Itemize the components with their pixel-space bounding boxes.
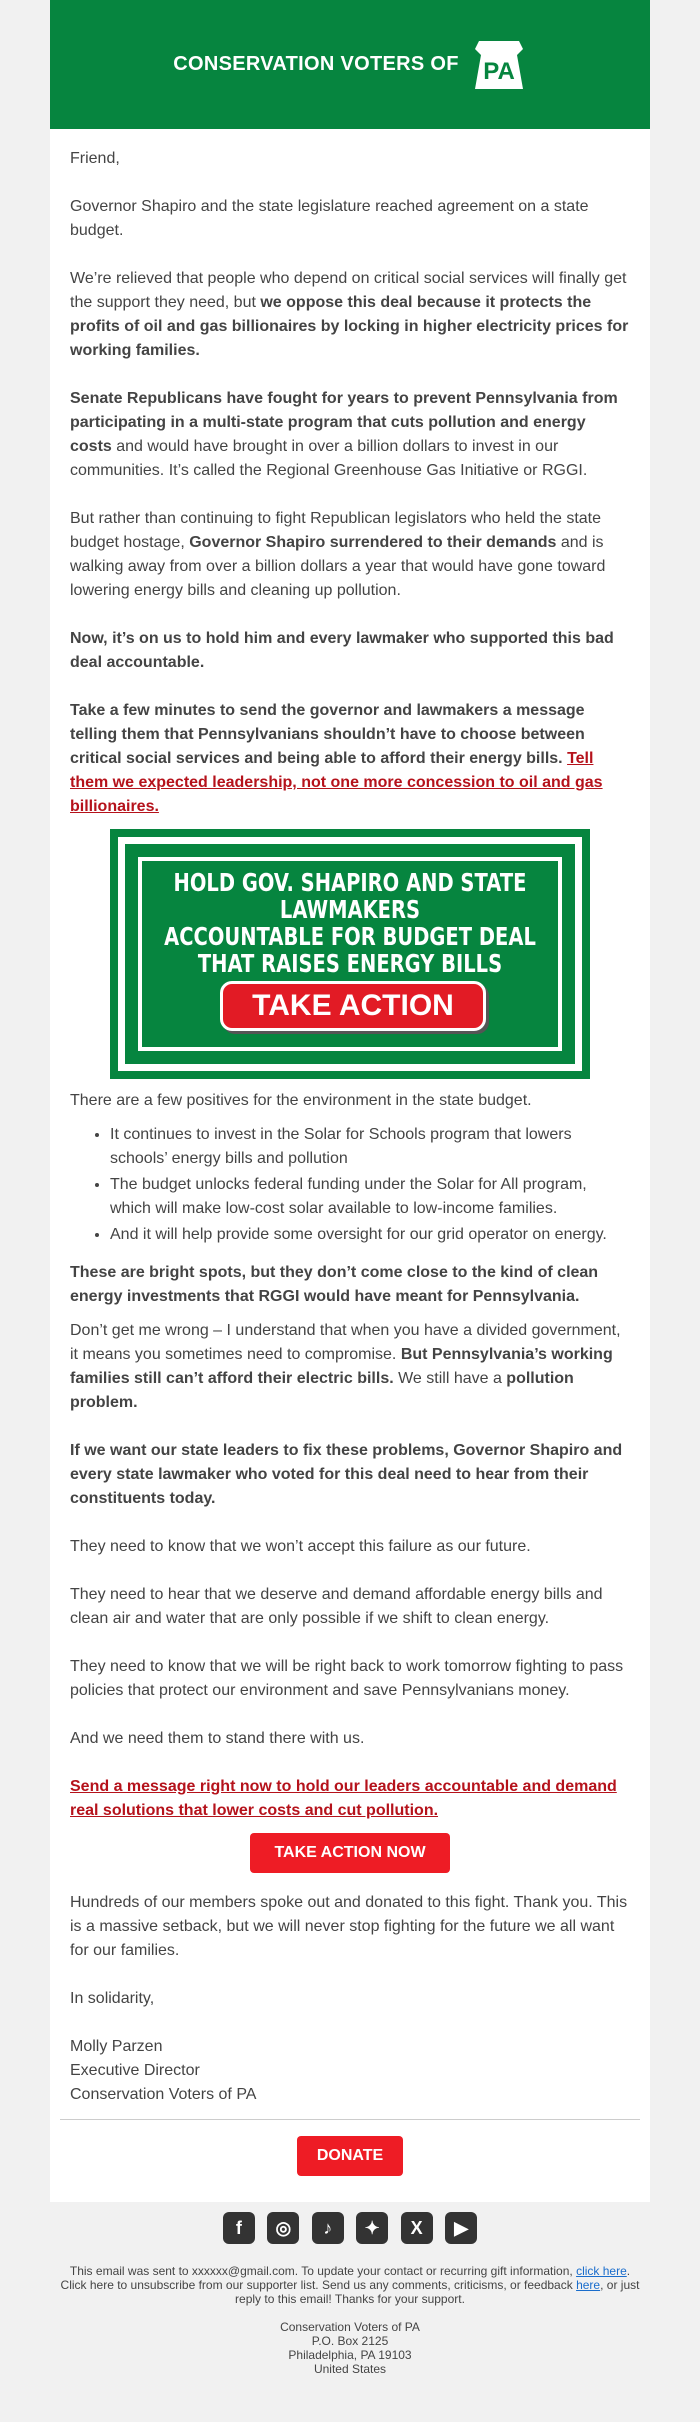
divider: [60, 2119, 640, 2120]
signature-org: Conservation Voters of PA: [70, 2086, 257, 2103]
social-icons: [0, 2212, 700, 2244]
footer: [60, 2264, 640, 2376]
paragraph: We’re relieved that people who depend on critical social services will finally get the support they need, but we oppose this deal because it protects the profits of oil and gas billionaires by locking in higher electricity prices for working families.: [70, 270, 629, 359]
paragraph: They need to hear that we deserve and demand affordable energy bills and clean air and water that are only possible if we shift to clean energy.: [70, 1586, 603, 1627]
email-card: [50, 0, 650, 2202]
tell-them-link[interactable]: Tell them we expected leadership, not one more concession to oil and gas billionaires.: [70, 750, 603, 815]
signoff: In solidarity,: [70, 1990, 155, 2007]
paragraph: Governor Shapiro and the state legislature reached agreement on a state budget.: [70, 198, 589, 239]
paragraph: These are bright spots, but they don’t come close to the kind of clean energy investments that RGGI would have meant for Pennsylvania.: [70, 1264, 599, 1305]
positives-list: [70, 1123, 630, 1247]
send-message-link[interactable]: Send a message right now to hold our leaders accountable and demand real solutions that lower costs and cut pollution.: [70, 1778, 617, 1819]
paragraph: Don’t get me wrong – I understand that when you have a divided government, it means you sometimes need to compromise. But Pennsylvania’s working families still can’t afford their electric bills. We still have a pollution problem.: [70, 1322, 621, 1411]
logo-text: CONSERVATION VOTERS OF: [173, 53, 459, 75]
take-action-banner[interactable]: [110, 829, 590, 1079]
x-icon[interactable]: X: [401, 2212, 433, 2244]
email-header: [50, 0, 650, 129]
tiktok-icon[interactable]: ♪: [312, 2212, 344, 2244]
greeting: Friend,: [70, 150, 120, 167]
donate-button[interactable]: DONATE: [297, 2136, 403, 2176]
signature: [70, 2035, 630, 2107]
footer-text: This email was sent to xxxxxx@gmail.com. To update your contact or recurring gift information, click here. Click here to unsubscribe from our supporter list. Send us any comments, criticisms, or feedback here, or just reply to this email! Thanks for your support.: [60, 2264, 640, 2306]
keystone-logo-icon: [471, 39, 527, 91]
take-action-now-button[interactable]: TAKE ACTION NOW: [250, 1833, 450, 1873]
list-item: • And it will help provide some oversight for our grid operator on energy.: [110, 1223, 630, 1247]
footer-address: Conservation Voters of PA P.O. Box 2125 Philadelphia, PA 19103 United States: [280, 2320, 420, 2376]
signature-name: Molly Parzen: [70, 2038, 163, 2055]
feedback-link[interactable]: here: [576, 2278, 601, 2292]
paragraph: Take a few minutes to send the governor and lawmakers a message telling them that Pennsylvanians shouldn’t have to choose between critical social services and being able to afford their energy bills. Tell them we expected leadership, not one more concession to oil and gas billionaires.: [70, 702, 603, 815]
paragraph: If we want our state leaders to fix these problems, Governor Shapiro and every state lawmaker who voted for this deal need to hear from their constituents today.: [70, 1442, 623, 1507]
youtube-icon[interactable]: ▶: [445, 2212, 477, 2244]
paragraph: Hundreds of our members spoke out and donated to this fight. Thank you. This is a massive setback, but we will never stop fighting for the future we all want for our families.: [70, 1894, 628, 1959]
paragraph: And we need them to stand there with us.: [70, 1730, 365, 1747]
paragraph: They need to know that we will be right back to work tomorrow fighting to pass policies that protect our environment and save Pennsylvanians money.: [70, 1658, 624, 1699]
paragraph: But rather than continuing to fight Republican legislators who held the state budget hostage, Governor Shapiro surrendered to their demands and is walking away from over a billion dollars a year that would have gone toward lowering energy bills and cleaning up pollution.: [70, 510, 606, 599]
logo-badge: PA: [482, 57, 515, 85]
click-here-link[interactable]: click here: [576, 2264, 627, 2278]
paragraph: Senate Republicans have fought for years to prevent Pennsylvania from participating in a multi-state program that cuts pollution and energy costs and would have brought in over a billion dollars to invest in our communities. It’s called the Regional Greenhouse Gas Initiative or RGGI.: [70, 390, 618, 479]
banner-title: HOLD GOV. SHAPIRO AND STATE LAWMAKERS ACCOUNTABLE FOR BUDGET DEAL THAT RAISES ENERGY BILLS: [164, 868, 536, 978]
bluesky-icon[interactable]: ✦: [356, 2212, 388, 2244]
paragraph: [70, 1775, 630, 1823]
instagram-icon[interactable]: ◎: [267, 2212, 299, 2244]
facebook-icon[interactable]: f: [223, 2212, 255, 2244]
banner-take-action-button[interactable]: TAKE ACTION: [220, 981, 486, 1031]
email-body: [50, 129, 650, 2176]
positives-intro: There are a few positives for the environment in the state budget.: [70, 1092, 532, 1109]
list-item: • It continues to invest in the Solar for Schools program that lowers schools’ energy bills and pollution: [110, 1123, 630, 1171]
paragraph: They need to know that we won’t accept this failure as our future.: [70, 1538, 531, 1555]
signature-title: Executive Director: [70, 2062, 200, 2079]
paragraph: Now, it’s on us to hold him and every lawmaker who supported this bad deal accountable.: [70, 630, 614, 671]
list-item: • The budget unlocks federal funding under the Solar for All program, which will make low-cost solar available to low-income families.: [110, 1173, 630, 1221]
